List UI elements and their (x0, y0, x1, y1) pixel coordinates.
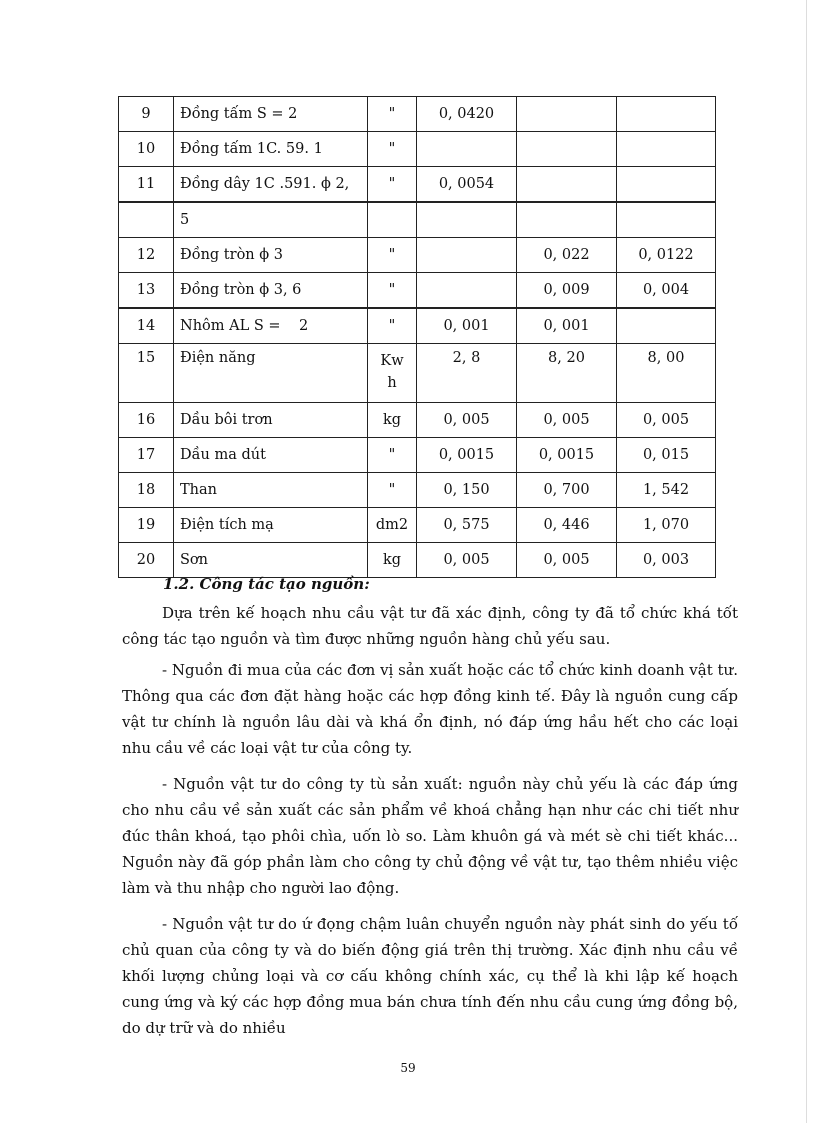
section-title: 1.2. Công tác tạo nguồn: (163, 575, 370, 593)
value-1: 0, 0015 (417, 438, 517, 473)
value-2: 0, 001 (517, 308, 617, 344)
row-number: 13 (119, 273, 174, 309)
material-name: Điện tích mạ (174, 508, 368, 543)
unit: " (368, 438, 417, 473)
row-number: 10 (119, 132, 174, 167)
row-number: 15 (119, 344, 174, 403)
value-1: 2, 8 (417, 344, 517, 403)
row-number: 19 (119, 508, 174, 543)
table-row (119, 508, 716, 543)
value-2 (517, 167, 617, 203)
page-edge (806, 0, 816, 1123)
value-1: 0, 150 (417, 473, 517, 508)
table-row (119, 344, 716, 403)
row-number: 18 (119, 473, 174, 508)
material-name: Điện năng (174, 344, 368, 403)
value-3: 0, 004 (617, 273, 716, 309)
value-3: 0, 0122 (617, 238, 716, 273)
table-row (119, 473, 716, 508)
row-number: 20 (119, 543, 174, 578)
table-row (119, 202, 716, 238)
row-number: 17 (119, 438, 174, 473)
unit (368, 202, 417, 238)
value-2: 0, 0015 (517, 438, 617, 473)
material-name: Than (174, 473, 368, 508)
material-name: 5 (174, 202, 368, 238)
row-number: 12 (119, 238, 174, 273)
unit: dm2 (368, 508, 417, 543)
value-3: 1, 542 (617, 473, 716, 508)
row-number (119, 202, 174, 238)
unit: kg (368, 543, 417, 578)
row-number: 11 (119, 167, 174, 203)
material-name: Đồng tấm 1C. 59. 1 (174, 132, 368, 167)
value-2: 0, 009 (517, 273, 617, 309)
row-number: 16 (119, 403, 174, 438)
table-row (119, 167, 716, 203)
value-3: 1, 070 (617, 508, 716, 543)
paragraph: - Nguồn vật tư do ứ đọng chậm luân chuyển nguồn này phát sinh do yếu tố chủ quan của công ty và do biến động giá trên thị trường. Xác định nhu cầu về khối lượng chủng loại và cơ cấu không chính xác, cụ thể là khi lập kế hoạch cung ứng và ký các hợp đồng mua bán chưa tính đến nhu cầu cung ứng đồng bộ, do dự trữ và do nhiều (122, 915, 738, 1037)
value-2: 8, 20 (517, 344, 617, 403)
material-name: Đồng tròn ϕ 3, 6 (174, 273, 368, 309)
value-1 (417, 238, 517, 273)
table-row (119, 238, 716, 273)
material-name: Đồng tấm S = 2 (174, 97, 368, 132)
value-2: 0, 700 (517, 473, 617, 508)
value-2: 0, 022 (517, 238, 617, 273)
table-row (119, 543, 716, 578)
value-1: 0, 575 (417, 508, 517, 543)
value-2: 0, 005 (517, 543, 617, 578)
value-1 (417, 202, 517, 238)
value-1: 0, 001 (417, 308, 517, 344)
unit: kg (368, 403, 417, 438)
value-3 (617, 167, 716, 203)
material-name: Nhôm AL S = 2 (174, 308, 368, 344)
value-1 (417, 132, 517, 167)
table-row (119, 273, 716, 309)
value-3: 0, 003 (617, 543, 716, 578)
value-3: 0, 005 (617, 403, 716, 438)
value-3: 8, 00 (617, 344, 716, 403)
value-2: 0, 446 (517, 508, 617, 543)
unit: " (368, 132, 417, 167)
unit: " (368, 167, 417, 203)
value-3: 0, 015 (617, 438, 716, 473)
value-2 (517, 202, 617, 238)
materials-table (118, 96, 716, 578)
unit-line-2: h (387, 375, 397, 391)
value-2: 0, 005 (517, 403, 617, 438)
value-3 (617, 132, 716, 167)
table-row (119, 132, 716, 167)
table-row (119, 308, 716, 344)
value-3 (617, 97, 716, 132)
page-number: 59 (400, 1061, 416, 1075)
unit: " (368, 238, 417, 273)
material-name: Sơn (174, 543, 368, 578)
unit-line-1: Kw (380, 353, 404, 369)
value-1 (417, 273, 517, 309)
material-name: Dầu bôi trơn (174, 403, 368, 438)
value-1: 0, 005 (417, 403, 517, 438)
table-row (119, 97, 716, 132)
value-3 (617, 308, 716, 344)
value-1: 0, 0420 (417, 97, 517, 132)
paragraph: Dựa trên kế hoạch nhu cầu vật tư đã xác định, công ty đã tổ chức khá tốt công tác tạo nguồn và tìm được những nguồn hàng chủ yếu sau. (122, 604, 738, 648)
value-2 (517, 97, 617, 132)
value-1: 0, 005 (417, 543, 517, 578)
unit: " (368, 273, 417, 309)
row-number: 9 (119, 97, 174, 132)
table-row (119, 403, 716, 438)
unit: " (368, 97, 417, 132)
value-1: 0, 0054 (417, 167, 517, 203)
unit: " (368, 473, 417, 508)
value-3 (617, 202, 716, 238)
unit: " (368, 308, 417, 344)
row-number: 14 (119, 308, 174, 344)
table-row (119, 438, 716, 473)
material-name: Đồng dây 1C .591. ϕ 2, (174, 167, 368, 203)
material-name: Đồng tròn ϕ 3 (174, 238, 368, 273)
value-2 (517, 132, 617, 167)
paragraph: - Nguồn đi mua của các đơn vị sản xuất hoặc các tổ chức kinh doanh vật tư. Thông qua các đơn đặt hàng hoặc các hợp đồng kinh tế. Đây là nguồn cung cấp vật tư chính là nguồn lâu dài và khá ổn định, nó đáp ứng hầu hết cho các loại nhu cầu về các loại vật tư của công ty. (122, 661, 738, 757)
material-name: Dầu ma dút (174, 438, 368, 473)
unit (368, 344, 417, 403)
paragraph: - Nguồn vật tư do công ty tù sản xuất: nguồn này chủ yếu là các đáp ứng cho nhu cầu về sản xuất các sản phẩm về khoá chẳng hạn như các chi tiết như đúc thân khoá, tạo phôi chìa, uốn lò so. Làm khuôn gá và mét sè chi tiết khác... Nguồn này đã góp phần làm cho công ty chủ động về vật tư, tạo thêm nhiều việc làm và thu nhập cho người lao động. (122, 775, 738, 897)
